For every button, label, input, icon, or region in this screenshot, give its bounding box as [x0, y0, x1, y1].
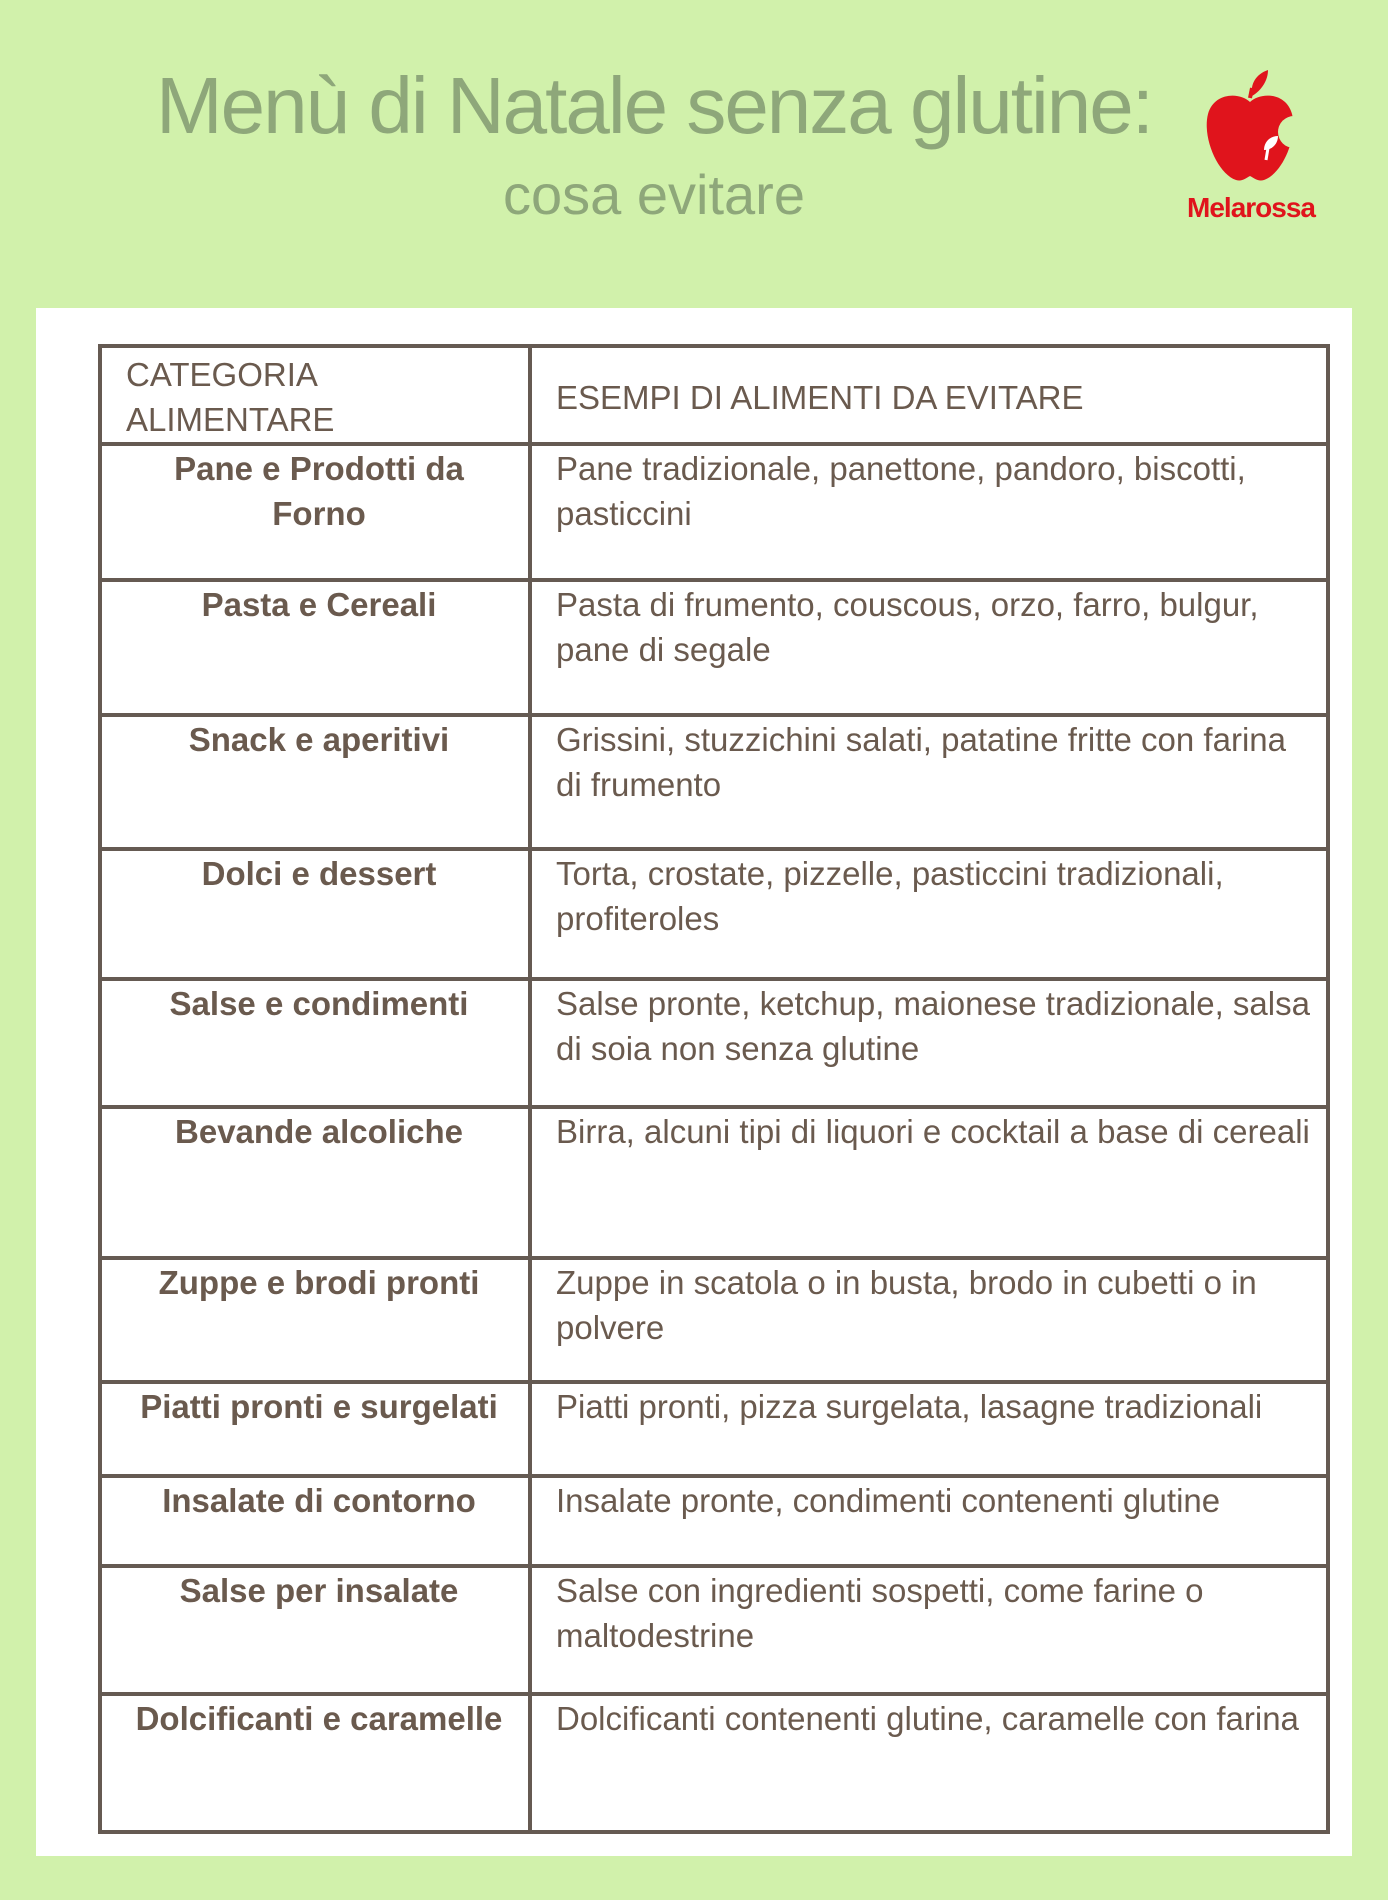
- page-subtitle: cosa evitare: [503, 163, 805, 226]
- table-row: [100, 1566, 1328, 1694]
- category-cell: Pasta e Cereali: [100, 580, 530, 715]
- table-row: [100, 1694, 1328, 1832]
- examples-cell: Zuppe in scatola o in busta, brodo in cubetti o in polvere: [530, 1258, 1328, 1382]
- table-row: [100, 715, 1328, 849]
- examples-cell: Piatti pronti, pizza surgelata, lasagne tradizionali: [530, 1382, 1328, 1476]
- table-row: [100, 1258, 1328, 1382]
- page-title: Menù di Natale senza glutine:: [156, 61, 1152, 150]
- table-row: [100, 1107, 1328, 1258]
- column-header-examples: ESEMPI DI ALIMENTI DA EVITARE: [530, 346, 1328, 444]
- brand-name: Melarossa: [1187, 192, 1315, 223]
- table-row: [100, 1476, 1328, 1566]
- examples-cell: Dolcificanti contenenti glutine, caramelle con farina: [530, 1694, 1328, 1832]
- category-cell: Bevande alcoliche: [100, 1107, 530, 1258]
- column-header-category: CATEGORIA ALIMENTARE: [100, 346, 530, 444]
- examples-cell: Torta, crostate, pizzelle, pasticcini tradizionali, profiteroles: [530, 849, 1328, 979]
- foods-to-avoid-table: [98, 344, 1330, 1834]
- table-row: [100, 1382, 1328, 1476]
- examples-cell: Salse con ingredienti sospetti, come farine o maltodestrine: [530, 1566, 1328, 1694]
- content-card: [36, 308, 1352, 1856]
- table-row: [100, 580, 1328, 715]
- table-row: [100, 849, 1328, 979]
- table-header-row: [100, 346, 1328, 444]
- category-cell: Dolci e dessert: [100, 849, 530, 979]
- brand-logo: [1176, 66, 1326, 236]
- category-cell: Snack e aperitivi: [100, 715, 530, 849]
- examples-cell: Grissini, stuzzichini salati, patatine fritte con farina di frumento: [530, 715, 1328, 849]
- examples-cell: Salse pronte, ketchup, maionese tradizionale, salsa di soia non senza glutine: [530, 979, 1328, 1107]
- examples-cell: Pasta di frumento, couscous, orzo, farro, bulgur, pane di segale: [530, 580, 1328, 715]
- examples-cell: Pane tradizionale, panettone, pandoro, biscotti, pasticcini: [530, 444, 1328, 580]
- examples-cell: Insalate pronte, condimenti contenenti glutine: [530, 1476, 1328, 1566]
- apple-icon: [1200, 66, 1300, 188]
- table-row: [100, 979, 1328, 1107]
- table-row: [100, 444, 1328, 580]
- category-cell: Salse per insalate: [100, 1566, 530, 1694]
- examples-cell: Birra, alcuni tipi di liquori e cocktail a base di cereali: [530, 1107, 1328, 1258]
- category-cell: Pane e Prodotti da Forno: [100, 444, 530, 580]
- category-cell: Zuppe e brodi pronti: [100, 1258, 530, 1382]
- category-cell: Piatti pronti e surgelati: [100, 1382, 530, 1476]
- category-cell: Dolcificanti e caramelle: [100, 1694, 530, 1832]
- category-cell: Insalate di contorno: [100, 1476, 530, 1566]
- category-cell: Salse e condimenti: [100, 979, 530, 1107]
- header: [0, 0, 1388, 300]
